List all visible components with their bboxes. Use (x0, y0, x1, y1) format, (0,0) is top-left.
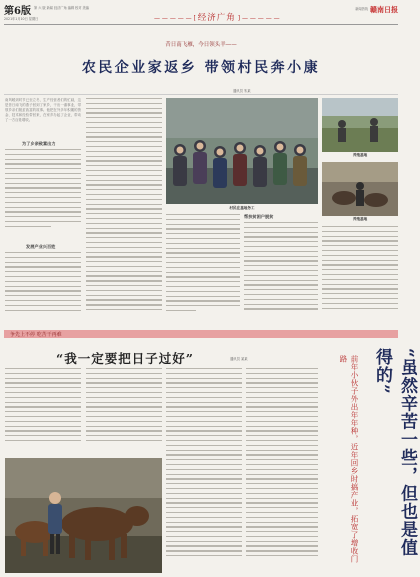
header-top-line: 第 六 版 新闻 经济广角 编辑 校对 美编 (34, 6, 89, 10)
page-number: 第6版 (4, 6, 31, 17)
photo2-caption: 养殖基地 (352, 153, 368, 157)
bottom-article-byline: 通讯员 某某 (230, 357, 248, 361)
section-title: 经济广角 (197, 13, 236, 23)
banner-label: 争先上不停 吃苦干再难 (10, 331, 62, 338)
header-date: 2021年1月10日 星期日 (4, 17, 39, 21)
top-subhead-3: 帮扶贫困户脱贫 (244, 214, 274, 219)
top-article-byline: 通讯员 朱某 (233, 89, 251, 93)
top-article-headline: 农民企业家返乡 带领村民奔小康 (81, 60, 321, 76)
edition-info: 新闻热线 (355, 7, 368, 11)
bottom-col1-text-top (5, 368, 81, 454)
top-col2-text-block (86, 98, 162, 326)
title-rule (4, 94, 398, 95)
bottom-article-headline: “我一定要把日子过好” (56, 351, 194, 366)
top-col4-text-block (244, 222, 318, 326)
photo3-caption: 养殖基地 (352, 217, 368, 221)
top-article-lead-text: 南风暖到时节已至立冬，生产经营者们的忙碌，这是昔日南飞的燕子回到了家乡，干出一番事业，带领乡亲们脱贫致富的故事。他把在外多年积累的资金、技术和经验带回来，在家乡办起了企业，带动了一方百姓增收。 (5, 98, 81, 122)
vertical-subheadline: 前年小伙子外出年年种，近年回乡时搞产业，拓宽了增收门路 (339, 355, 359, 563)
header-rule (4, 24, 398, 25)
bottom-col2-text-top (86, 368, 162, 454)
photo1-caption: 村民在基地务工 (229, 206, 255, 210)
photo-woman-with-cattle (5, 458, 162, 573)
top-col3-text-block (166, 214, 240, 326)
newspaper-logo: 赣南日报 (370, 5, 398, 14)
photo-farm-field (322, 98, 398, 152)
photo-villagers-meeting (166, 98, 318, 204)
vertical-quote-headline: “虽然辛苦一些，但也是值得的” (372, 348, 417, 557)
top-subhead-1: 为了乡亲致富出力 (22, 141, 56, 146)
bottom-col4-text (246, 368, 318, 573)
top-article-kicker: 昔日南飞雁，今日领头羊—— (165, 42, 237, 48)
photo-livestock (322, 162, 398, 216)
top-col1-text-block-2 (5, 252, 81, 326)
section-title-wrap: — — — — — [ 经济广角 ] — — — — — (154, 13, 280, 23)
top-subhead-2: 发展产业兴百姓 (26, 244, 56, 249)
page-header (4, 2, 398, 26)
section-banner (4, 330, 398, 338)
bottom-col3-text (166, 368, 242, 573)
top-col5-text-block (322, 226, 398, 326)
top-col1-text-block (5, 149, 81, 241)
